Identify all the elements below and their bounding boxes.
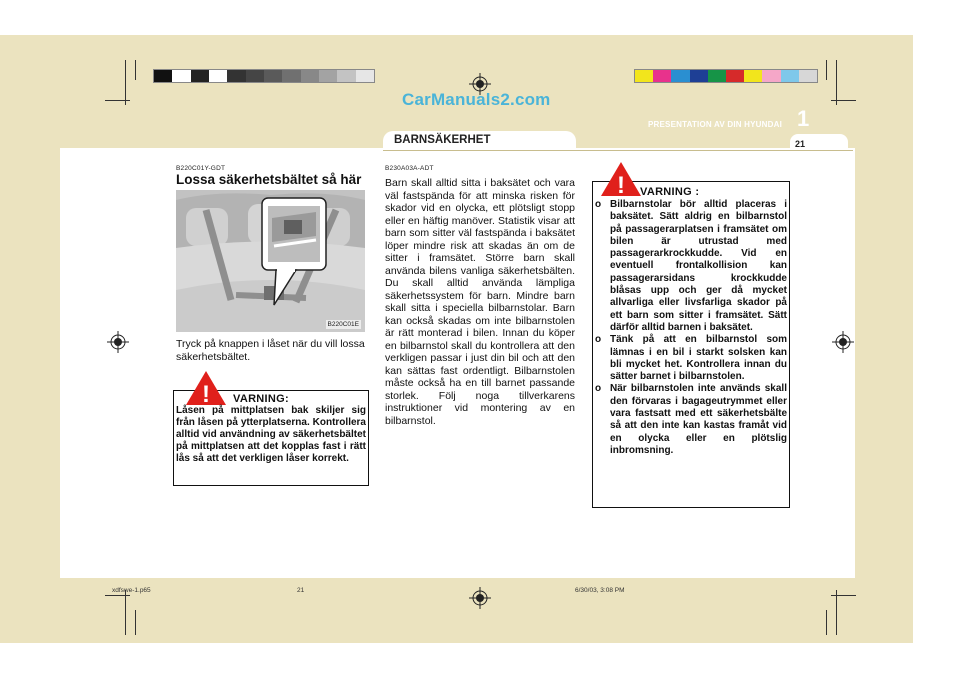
warning-title: VARNING : — [640, 186, 700, 198]
color-swatch — [246, 70, 264, 82]
color-swatch — [337, 70, 355, 82]
color-swatch — [264, 70, 282, 82]
color-swatch — [154, 70, 172, 82]
list-item — [595, 334, 787, 383]
registration-target-icon — [832, 331, 854, 353]
svg-text:!: ! — [202, 381, 210, 407]
image-code: B220C01E — [327, 321, 359, 328]
bullet: o — [595, 383, 602, 395]
registration-target-icon — [469, 587, 491, 609]
color-swatch — [781, 70, 799, 82]
color-swatch — [799, 70, 817, 82]
bullet: o — [595, 334, 602, 346]
color-swatch — [191, 70, 209, 82]
list-item-text: När bilbarnstolen inte används skall den förvaras i bagageutrymmet eller vara fastsatt med ett säkerhetsbälte så att den inte kan kastas framåt vid en olycka eller en plötslig inbromsning. — [610, 383, 787, 456]
color-swatch — [635, 70, 653, 82]
color-swatch — [282, 70, 300, 82]
color-swatch — [209, 70, 227, 82]
reference-code: B220C01Y-GDT — [176, 165, 226, 172]
color-swatch — [708, 70, 726, 82]
watermark[interactable]: CarManuals2.com — [402, 90, 551, 109]
reference-code: B230A03A-ADT — [385, 165, 434, 172]
color-calibration-bar — [634, 69, 818, 83]
rear-seat-image — [176, 190, 365, 332]
color-swatch — [172, 70, 190, 82]
chapter-label: PRESENTATION AV DIN HYUNDAI — [648, 120, 782, 129]
color-swatch — [301, 70, 319, 82]
warning-list — [595, 199, 787, 457]
seatbelt-illustration — [176, 190, 365, 332]
warning-text: Låsen på mittplatsen bak skiljer sig från låsen på ytterplatserna. Kontrollera alltid vid användning av säkerhetsbältet på mittplatsen att det kopplas fast i rätt lås så att det verkligen låser korrekt. — [176, 405, 366, 464]
color-swatch — [356, 70, 374, 82]
list-item-text: Tänk på att en bilbarnstol som lämnas i en bil i starkt solsken kan bli mycket het. Kontrollera innan du sätter barnet i bilbarnstolen. — [610, 334, 787, 383]
section-divider — [383, 150, 853, 151]
page-number: 21 — [795, 139, 806, 149]
registration-target-icon — [107, 331, 129, 353]
list-item-text: Bilbarnstolar bör alltid placeras i baksätet. Sätt aldrig en bilbarnstol på passagerarplatsen i framsätet om bilen är utrustad med passagerarkrockkudde. Vid en eventuell frontalkollision kan passagerarsidans krockkudde blåsas upp och ger då mycket allvarliga eller livsfarliga skador på ett barn som sitter i framsätet. Sätt därför alltid barnen i baksätet. — [610, 199, 787, 333]
body-text: Barn skall alltid sitta i baksätet och vara väl fastspända för att minska risken för skador vid en olycka, ett plötsligt stopp eller en häftig manöver. Statistik visar att barn som sitter väl fastspända i baksätet löper mindre risk att skadas än om de sitter i framsätet. Större barn skall använda bilens vanliga säkerhetsbälten. Du skall alltid använda lämpliga säkerhetssystem för barn. Mindre barn skall sitta i speciella bilbarnstolar. Barn kan också skadas om inte bilbarnstolen är rätt monterad i bilen. Innan du köper en bilbarnstol skall du kontrollera att den verkligen passar i just din bil och att den kan sättas fast ordentligt. Bilbarnstolen måste också ha en till barnet passande storlek. Följ noga tillverkarens instruktioner vid montering av en bilbarnstol. — [385, 177, 575, 427]
color-swatch — [744, 70, 762, 82]
color-swatch — [653, 70, 671, 82]
list-item — [595, 383, 787, 457]
footer-filename: xdfswe-1.p65 — [112, 587, 151, 594]
color-swatch — [762, 70, 780, 82]
footer-timestamp: 6/30/03, 3:08 PM — [575, 587, 625, 594]
svg-text:!: ! — [617, 172, 625, 198]
bullet: o — [595, 199, 602, 210]
color-swatch — [671, 70, 689, 82]
section-heading: Lossa säkerhetsbältet så här — [176, 172, 362, 187]
warning-triangle-icon — [184, 369, 228, 407]
chapter-number: 1 — [797, 106, 810, 131]
footer-page: 21 — [297, 587, 305, 594]
warning-triangle-icon — [599, 160, 643, 198]
grayscale-calibration-bar — [153, 69, 375, 83]
list-item — [595, 199, 787, 334]
color-swatch — [726, 70, 744, 82]
instruction-text: Tryck på knappen i låset när du vill lossa säkerhetsbältet. — [176, 338, 365, 363]
warning-title: VARNING: — [233, 393, 289, 405]
section-title: BARNSÄKERHET — [394, 134, 491, 146]
color-swatch — [319, 70, 337, 82]
color-swatch — [227, 70, 245, 82]
color-swatch — [690, 70, 708, 82]
